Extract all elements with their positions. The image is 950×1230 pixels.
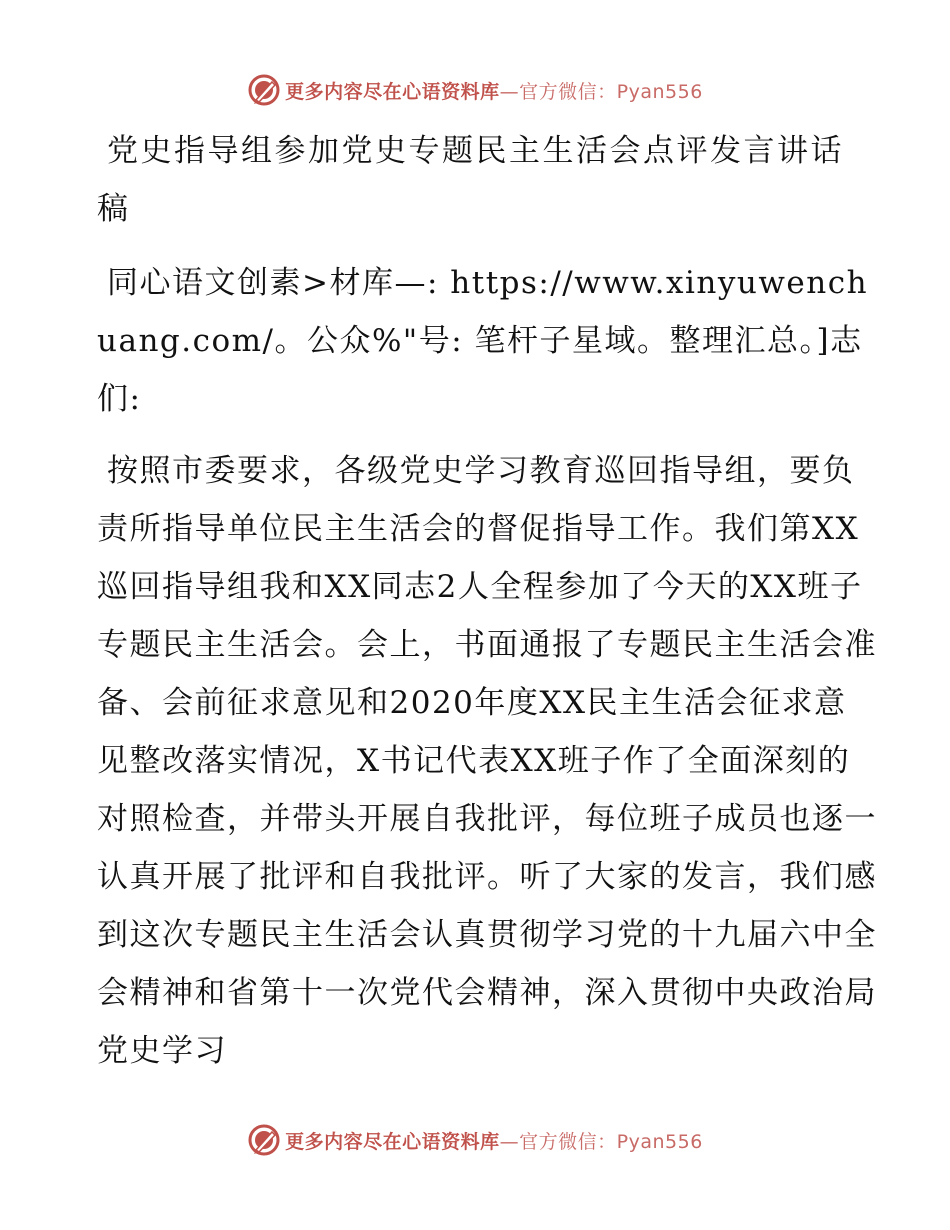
footer-banner	[0, 1120, 950, 1160]
footer-banner-text	[285, 1127, 703, 1154]
pen-logo-icon	[247, 73, 281, 107]
header-banner-sub: —官方微信：Pyan556	[499, 80, 703, 103]
header-banner-inner	[247, 73, 703, 107]
document-title: 党史指导组参加党史专题民主生活会点评发言讲话稿	[97, 133, 844, 227]
footer-banner-sub: —官方微信：Pyan556	[499, 1130, 703, 1153]
header-banner-main: 更多内容尽在心语资料库	[285, 80, 500, 103]
header-banner	[0, 70, 950, 110]
body-paragraph: 按照市委要求，各级党史学习教育巡回指导组，要负责所指导单位民主生活会的督促指导工作。我们第XX巡回指导组我和XX同志2人全程参加了今天的XX班子专题民主生活会。会上，书面通报了专题民主生活会准备、会前征求意见和2020年度XX民主生活会征求意见整改落实情况，X书记代表XX班子作了全面深刻的对照检查，并带头开展自我批评，每位班子成员也逐一认真开展了批评和自我批评。听了大家的发言，我们感到这次专题民主生活会认真贯彻学习党的十九届六中全会精神和省第十一次党代会精神，深入贯彻中央政治局党史学习	[97, 453, 877, 1069]
header-banner-text	[285, 77, 703, 104]
footer-banner-inner	[247, 1123, 703, 1157]
source-line: 同心语文创素>材库—: https://www.xinyuwenchuang.com/。公众%"号: 笔杆子星域。整理汇总。]志们:	[97, 265, 869, 417]
footer-banner-main: 更多内容尽在心语资料库	[285, 1130, 500, 1153]
pen-logo-icon	[247, 1123, 281, 1157]
document-body	[97, 122, 877, 1080]
